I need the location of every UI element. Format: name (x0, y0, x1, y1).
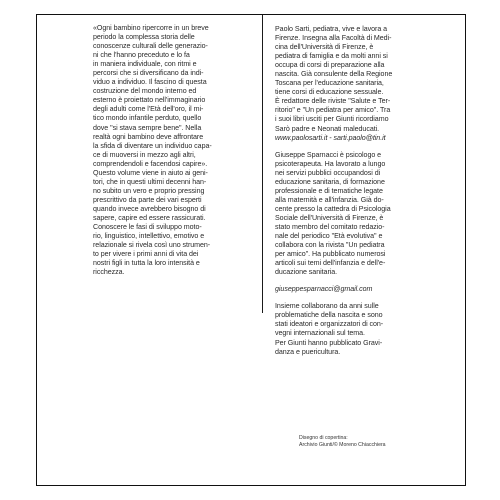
column-divider (262, 15, 263, 313)
author1-bio: Paolo Sarti, pediatra, vive e lavora a Firenze. Insegna alla Facoltà di Medi- cina dell'Università di Firenze, è pediatra di famiglia e da molti anni si occupa di corsi di preparazione alla nascita. Già consulente della Regione Toscana per l'educazione sanitaria, tiene corsi di educazione sessuale. È redattore delle riviste "Salute e Ter- ritorio" e "Un pediatra per amico". Tra i suoi libri usciti per Giunti ricordiamo Sarò padre e Neonati maleducati. (275, 25, 393, 133)
authors-together: Insieme collaborano da anni sulle problematiche della nascita e sono stati ideatori e organizzatori di con- vegni internazionali sul tema. Per Giunti hanno pubblicato Gravi- danza e puericultura. (275, 302, 384, 356)
author2-bio: Giuseppe Sparnacci è psicologo e psicoterapeuta. Ha lavorato a lungo nei servizi pubblici occupandosi di educazione sanitaria, di formazione professionale e di tematiche legate alla maternità e all'infanzia. Già do- cente presso la cattedra di Psicologia Sociale dell'Università di Firenze, è stato membro del comitato redazio- nale del periodico "Età evolutiva" e collabora con la rivista "Un pediatra per amico". Ha pubblicato numerosi articoli sui temi dell'infanzia e dell'e- ducazione sanitaria. (275, 150, 391, 277)
author2-email: giuseppesparnacci@gmail.com (275, 285, 373, 294)
author1-website: www.paolosarti.it - sarti.paolo@tin.it (275, 133, 386, 142)
cover-credit: Disegno di copertina: Archivio Giunti/© Moreno Chiacchiera (299, 435, 386, 448)
blurb-text: «Ogni bambino ripercorre in un breve periodo la complessa storia delle conoscenze culturali delle generazio- ni che l'hanno preceduto e lo fa in maniera individuale, con ritmi e percorsi che si diversificano da indi- viduo a individuo. Il fascino di questa costruzione del mondo interno ed esterno è proiettato nell'immaginario degli adulti come l'Età dell'oro, il mi- tico mondo infantile perduto, quello dove "si stava sempre bene". Nella realtà ogni bambino deve affrontare la sfida di diventare un individuo capa- ce di muoversi in mezzo agli altri, comprendendoli e facendosi capire». Questo volume viene in aiuto ai geni- tori, che in questi ultimi decenni han- no subito un vero e proprio pressing prescrittivo da parte dei vari esperti quando invece avrebbero bisogno di sapere, capire ed essere rassicurati. Conoscere le fasi di sviluppo moto- rio, linguistico, intellettivo, emotivo e relazionale si rivela così uno strumen- to per vivere i primi anni di vita dei nostri figli in tutta la loro intensità e ricchezza. (93, 24, 212, 277)
back-cover-page (36, 14, 466, 486)
left-column (93, 24, 241, 277)
right-column (275, 25, 445, 357)
